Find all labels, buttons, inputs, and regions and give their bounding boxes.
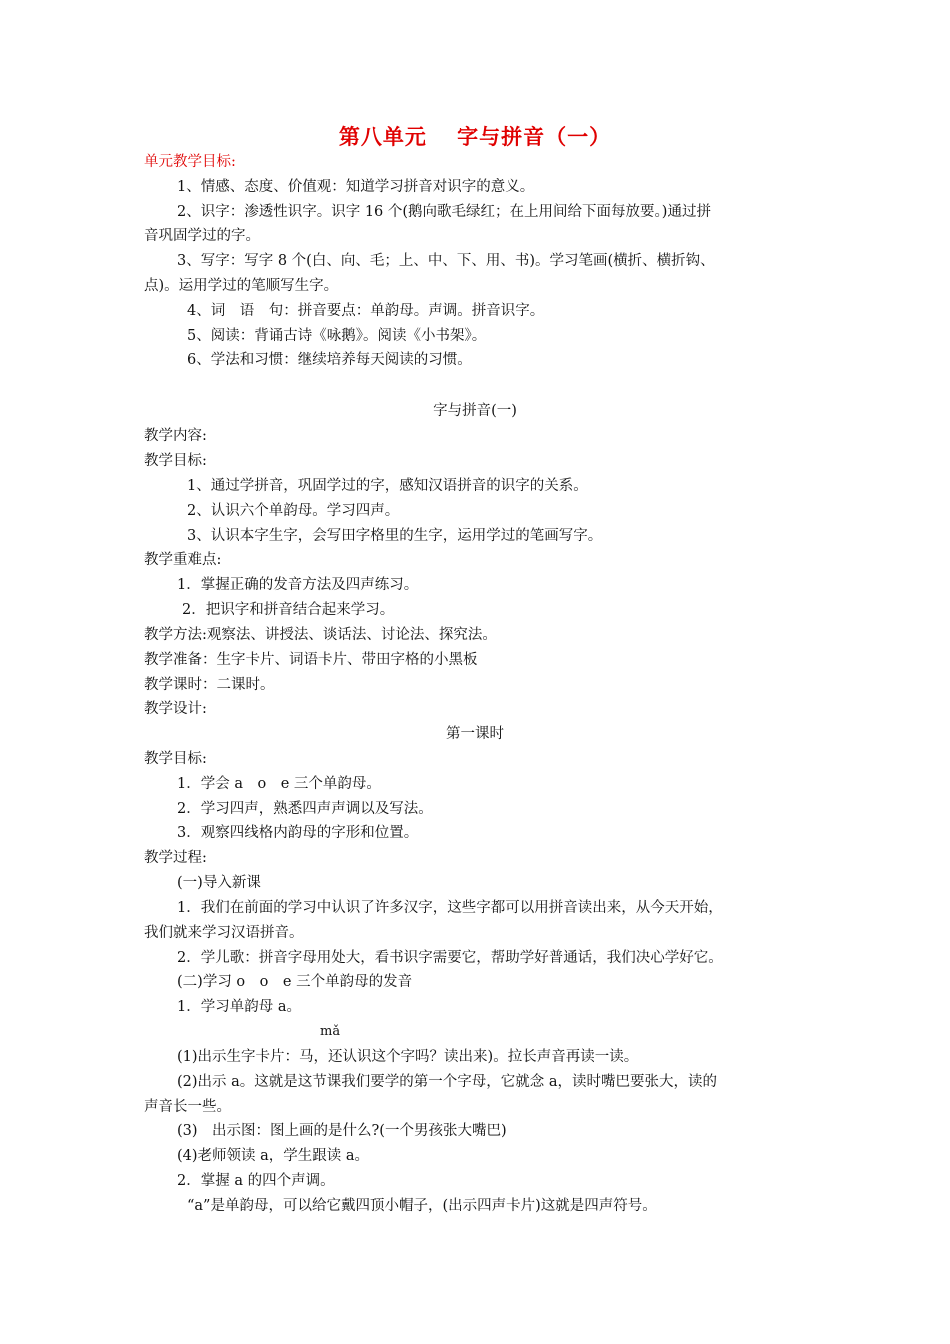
unit-goal-line: 6、学法和习惯：继续培养每天阅读的习惯。 (187, 352, 472, 368)
unit-goal-line: 1、情感、态度、价值观：知道学习拼音对识字的意义。 (177, 179, 535, 195)
unit-goal-line: 点)。运用学过的笔顺写生字。 (144, 278, 339, 294)
difficulty-label: 教学重难点: (144, 552, 222, 568)
page-title: 第八单元 字与拼音（一） (338, 124, 612, 149)
process-line: (一)导入新课 (177, 875, 261, 891)
lesson-goal-line: 3、认识本字生字，会写田字格里的生字，运用学过的笔画写字。 (187, 528, 603, 544)
unit-goal-line: 2、识字：渗透性识字。识字 16 个(鹅向歌毛绿红；在上用间给下面每放要。)通过拼 (177, 204, 711, 220)
prep-line: 教学准备：生字卡片、词语卡片、带田字格的小黑板 (144, 652, 478, 668)
method-line: 教学方法:观察法、讲授法、谈话法、讨论法、探究法。 (144, 627, 497, 643)
process-line: (4)老师领读 a，学生跟读 a。 (177, 1148, 370, 1164)
period-goals-label: 教学目标: (144, 751, 207, 767)
unit-goal-line: 音巩固学过的字。 (144, 228, 260, 244)
process-label: 教学过程: (144, 850, 207, 866)
difficulty-line: 1．掌握正确的发音方法及四声练习。 (177, 577, 419, 593)
process-line: 1．学习单韵母 a。 (177, 999, 301, 1015)
lesson-goal-line: 2、认识六个单韵母。学习四声。 (187, 503, 400, 519)
process-line: 声音长一些。 (144, 1099, 231, 1115)
design-label: 教学设计: (144, 701, 207, 717)
content-label: 教学内容: (144, 428, 207, 444)
process-line: 1．我们在前面的学习中认识了许多汉字，这些字都可以用拼音读出来，从今天开始， (177, 900, 723, 916)
unit-goal-line: 4、词 语 句：拼音要点：单韵母。声调。拼音识字。 (187, 303, 545, 319)
process-line: (二)学习 o o e 三个单韵母的发音 (177, 974, 413, 990)
goals-label: 教学目标: (144, 453, 207, 469)
process-line: (2)出示 a。这就是这节课我们要学的第一个字母，它就念 a，读时嘴巴要张大，读的 (177, 1074, 718, 1090)
lesson-subtitle: 字与拼音(一) (433, 403, 517, 419)
process-line: (3) 出示图：图上画的是什么?(一个男孩张大嘴巴) (177, 1123, 507, 1139)
process-line: 我们就来学习汉语拼音。 (144, 925, 304, 941)
unit-goal-line: 3、写字：写字 8 个(白、向、毛；上、中、下、用、书)。学习笔画(横折、横折钩、 (177, 253, 715, 269)
period-goal-line: 3．观察四线格内韵母的字形和位置。 (177, 825, 419, 841)
unit-goal-line: 5、阅读：背诵古诗《咏鹅》。阅读《小书架》。 (187, 328, 487, 344)
process-line: “a”是单韵母，可以给它戴四顶小帽子，(出示四声卡片)这就是四声符号。 (187, 1198, 657, 1214)
pinyin-annotation: mǎ (320, 1024, 341, 1039)
unit-goals-heading: 单元教学目标: (144, 154, 236, 170)
difficulty-line: 2．把识字和拼音结合起来学习。 (182, 602, 395, 618)
process-line: (1)出示生字卡片：马，还认识这个字吗？读出来)。拉长声音再读一读。 (177, 1049, 639, 1065)
hours-line: 教学课时：二课时。 (144, 677, 275, 693)
period-heading: 第一课时 (446, 726, 504, 742)
lesson-goal-line: 1、通过学拼音，巩固学过的字，感知汉语拼音的识字的关系。 (187, 478, 588, 494)
period-goal-line: 2．学习四声，熟悉四声声调以及写法。 (177, 801, 433, 817)
process-line: 2．掌握 a 的四个声调。 (177, 1173, 335, 1189)
process-line: 2．学儿歌：拼音字母用处大，看书识字需要它，帮助学好普通话，我们决心学好它。 (177, 950, 723, 966)
period-goal-line: 1．学会 a o e 三个单韵母。 (177, 776, 381, 792)
